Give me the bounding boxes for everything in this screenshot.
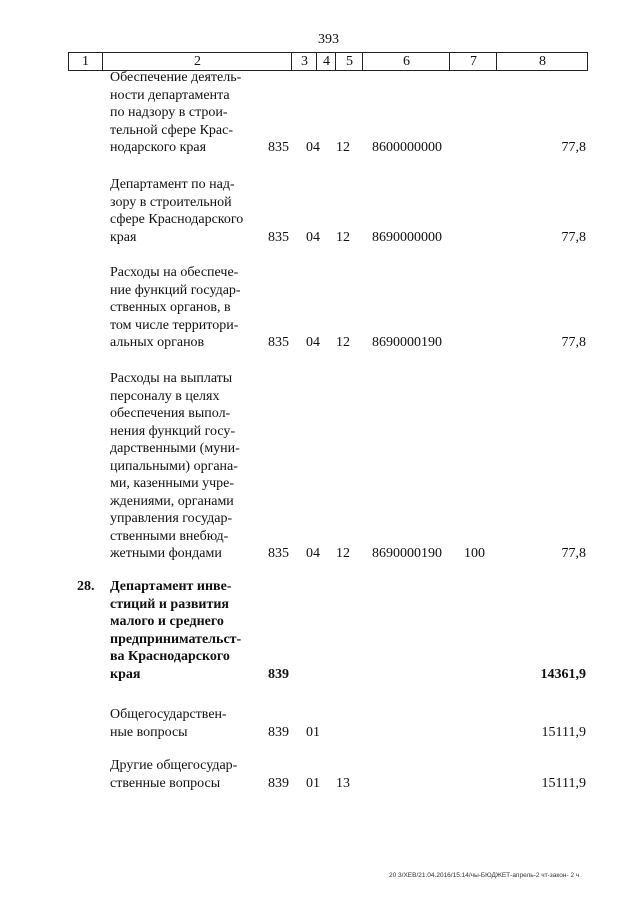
- cell-c4: 04: [306, 229, 320, 245]
- name-line: ные вопросы: [110, 724, 188, 740]
- header-col-2: 2: [102, 53, 292, 70]
- cell-c3: 835: [268, 229, 289, 245]
- name-line: ние функций государ-: [110, 282, 241, 298]
- cell-c3: 839: [268, 775, 289, 791]
- cell-c3: 839: [268, 666, 289, 682]
- cell-c4: 04: [306, 335, 320, 350]
- cell-c6: 8600000000: [372, 140, 442, 155]
- row-number: 28.: [77, 579, 95, 594]
- name-line: нодарского края: [110, 140, 207, 155]
- cell-c8: 77,8: [561, 140, 586, 155]
- cell-c5: 12: [336, 229, 350, 245]
- name-line: жетными фондами: [110, 546, 222, 561]
- cell-c4: 01: [306, 724, 320, 740]
- name-line: зору в строительной: [110, 194, 232, 210]
- name-line: ственные вопросы: [110, 775, 221, 791]
- cell-c8: 15111,9: [541, 775, 586, 791]
- name-line: малого и среднего: [110, 614, 224, 629]
- name-line: ждениями, органами: [110, 493, 234, 509]
- name-line: управления государ-: [110, 511, 233, 526]
- cell-c3: 835: [268, 140, 289, 155]
- cell-c6: 8690000190: [372, 546, 442, 561]
- row-name: [110, 176, 258, 246]
- header-col-8: 8: [496, 53, 588, 70]
- row-name: [110, 370, 258, 563]
- cell-c6: 8690000190: [372, 335, 442, 350]
- header-col-1: 1: [82, 54, 89, 69]
- name-line: том числе территори-: [110, 317, 239, 333]
- name-line: ми, казенными учре-: [110, 476, 235, 491]
- row-name: [110, 264, 258, 352]
- cell-c5: 12: [336, 140, 350, 155]
- name-line: края: [110, 666, 141, 682]
- cell-c6: 8690000000: [372, 229, 442, 245]
- name-line: ва Краснодарского: [110, 649, 230, 664]
- cell-c8: 77,8: [561, 546, 586, 561]
- cell-c8: 14361,9: [540, 666, 586, 682]
- cell-c8: 15111,9: [541, 724, 586, 740]
- cell-c5: 12: [336, 335, 350, 350]
- cell-c3: 839: [268, 724, 289, 740]
- cell-c7: 100: [464, 546, 485, 561]
- name-line: Департамент по над-: [110, 177, 235, 192]
- name-line: Обеспечение деятель-: [110, 70, 242, 85]
- cell-c4: 01: [306, 775, 320, 791]
- name-line: дарственными (муни-: [110, 441, 240, 456]
- cell-c5: 13: [336, 775, 350, 791]
- row-name: [110, 69, 258, 157]
- name-line: Расходы на выплаты: [110, 371, 233, 386]
- cell-c5: 12: [336, 546, 350, 561]
- cell-c4: 04: [306, 546, 320, 561]
- file-path-footer: 20 3/XEB/21.04.2016/15.14/чы-БЮДЖЕТ-апрель-2 чт-закон- 2 ч: [389, 872, 580, 879]
- name-line: персоналу в целях: [110, 388, 220, 404]
- name-line: края: [110, 229, 137, 245]
- row-name: [110, 706, 258, 741]
- row-name: [110, 757, 258, 792]
- cell-c8: 77,8: [561, 229, 586, 245]
- name-line: нения функций госу-: [110, 423, 236, 439]
- name-line: предпринимательст-: [110, 631, 242, 647]
- name-line: Общегосударствен-: [110, 707, 227, 722]
- page-number: 393: [318, 32, 339, 47]
- name-line: ципальными) органа-: [110, 458, 238, 474]
- name-line: ности департамента: [110, 87, 230, 103]
- cell-c4: 04: [306, 140, 320, 155]
- name-line: ственными внебюд-: [110, 528, 229, 544]
- cell-c3: 835: [268, 335, 289, 350]
- header-col-5: 5: [335, 53, 363, 70]
- name-line: Департамент инве-: [110, 579, 232, 594]
- cell-c8: 77,8: [561, 335, 586, 350]
- name-line: альных органов: [110, 335, 205, 350]
- header-col-3: 3: [291, 53, 317, 70]
- name-line: сфере Краснодарского: [110, 212, 244, 227]
- row-name: [110, 578, 258, 683]
- name-line: Расходы на обеспече-: [110, 265, 239, 280]
- cell-c3: 835: [268, 546, 289, 561]
- name-line: по надзору в строи-: [110, 105, 228, 120]
- name-line: обеспечения выпол-: [110, 406, 231, 421]
- name-line: Другие общегосудар-: [110, 758, 238, 773]
- header-col-7: 7: [449, 53, 497, 70]
- header-col-6: 6: [362, 53, 450, 70]
- header-col-4: 4: [316, 53, 336, 70]
- name-line: ственных органов, в: [110, 300, 231, 315]
- name-line: стиций и развития: [110, 596, 229, 612]
- name-line: тельной сфере Крас-: [110, 122, 233, 138]
